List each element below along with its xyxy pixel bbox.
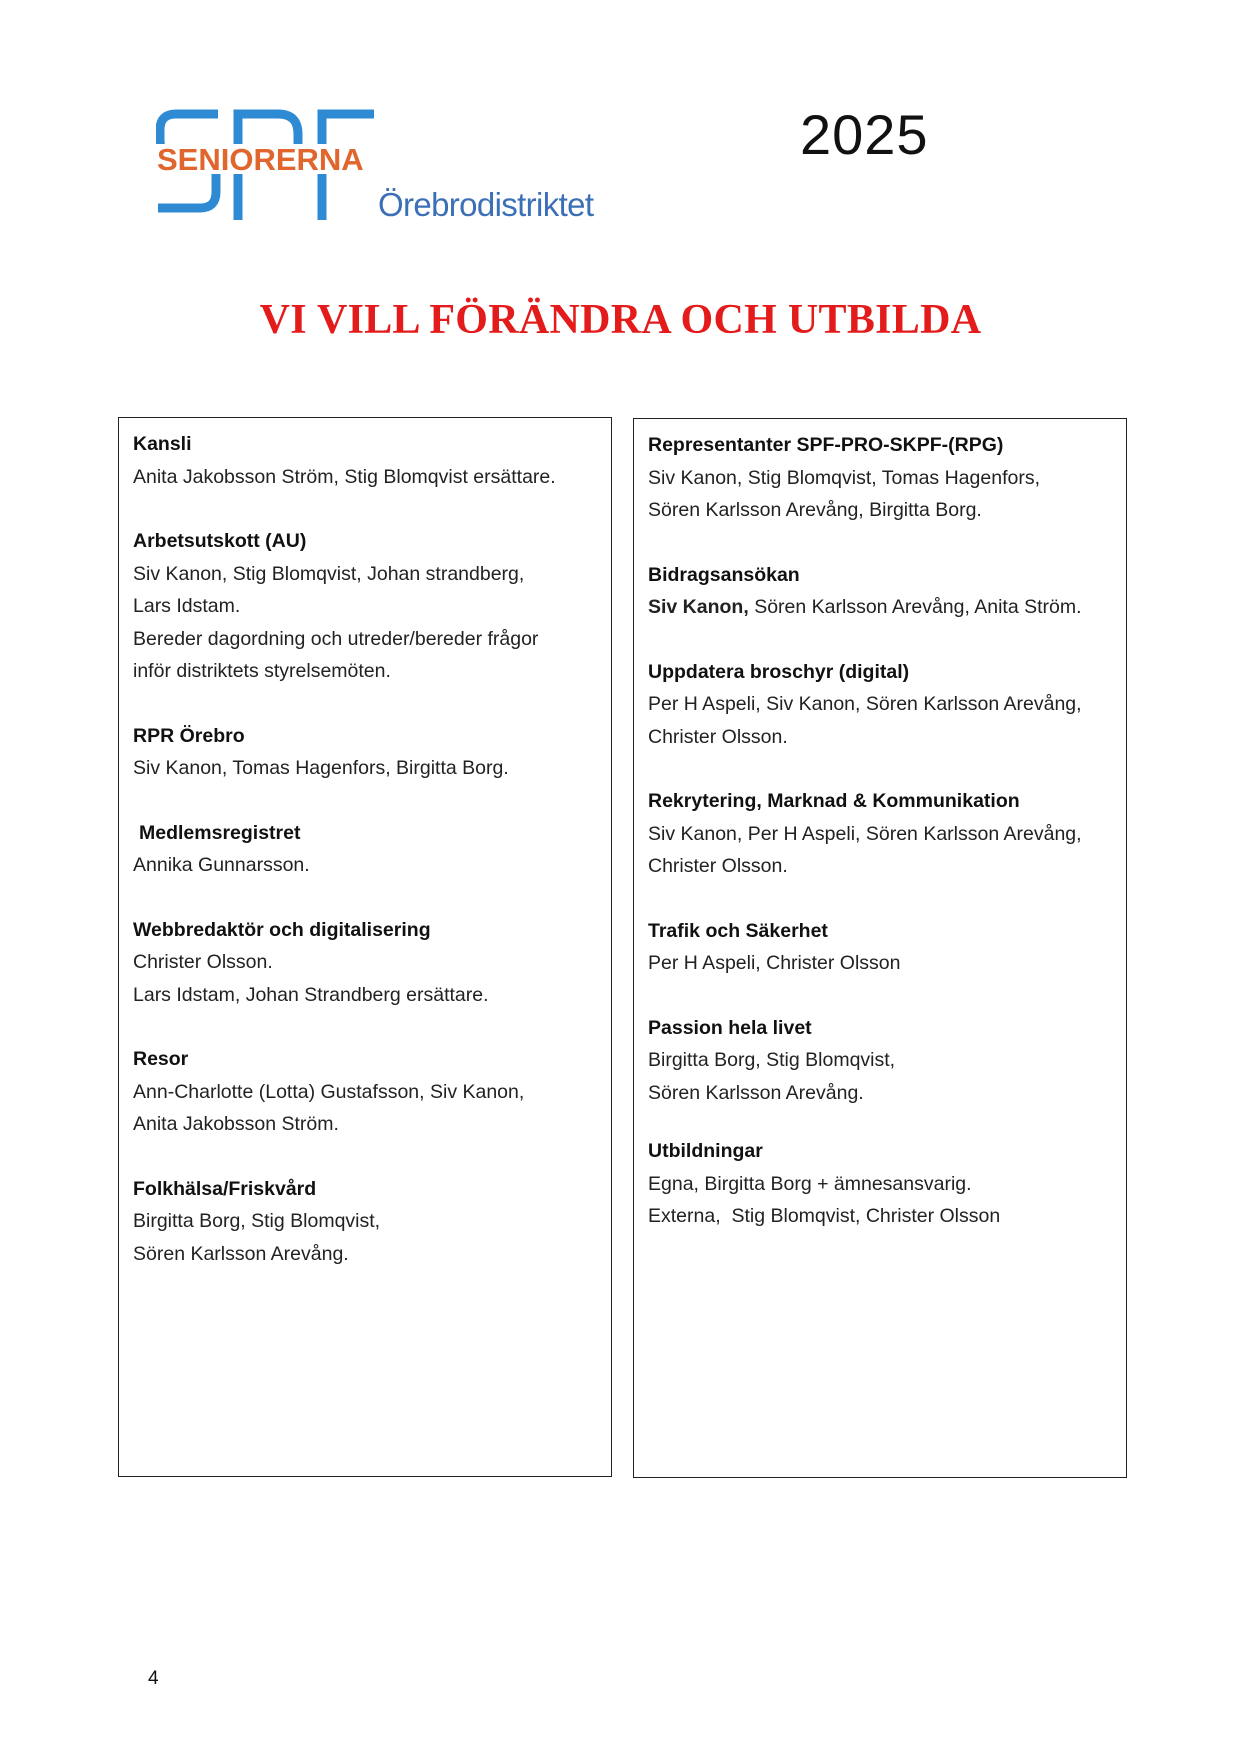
section-heading: Webbredaktör och digitalisering xyxy=(133,918,431,941)
section-heading: Kansli xyxy=(133,433,192,455)
section-medlemsregistret xyxy=(133,817,597,882)
section-line: Christer Olsson. xyxy=(133,951,273,973)
left-column-box xyxy=(118,417,612,1477)
section-heading: Rekrytering, Marknad & Kommunikation xyxy=(648,790,1020,812)
section-line: Sören Karlsson Arevång. xyxy=(133,1242,349,1265)
right-column-box xyxy=(633,418,1127,1478)
section-heading: Trafik och Säkerhet xyxy=(648,919,828,942)
section-representanter xyxy=(648,429,1112,527)
year: 2025 xyxy=(800,103,929,166)
section-line: Per H Aspeli, Christer Olsson xyxy=(648,952,901,974)
section-line: Lars Idstam. xyxy=(133,595,241,617)
spf-logo-graphic xyxy=(156,106,606,228)
section-line: Egna, Birgitta Borg + ämnesansvarig. xyxy=(648,1172,972,1195)
spf-logo xyxy=(156,106,606,228)
section-line: Siv Kanon, Stig Blomqvist, Tomas Hagenfors, xyxy=(648,466,1040,489)
section-arbetsutskott xyxy=(133,525,597,688)
section-line: Siv Kanon, Stig Blomqvist, Johan strandberg, xyxy=(133,562,525,585)
section-heading: Folkhälsa/Friskvård xyxy=(133,1177,317,1200)
section-line xyxy=(648,591,1112,624)
section-heading: Resor xyxy=(133,1048,189,1070)
section-line: Siv Kanon, Per H Aspeli, Sören Karlsson Arevång, xyxy=(648,822,1082,845)
section-bidragsansokan xyxy=(648,559,1112,624)
section-line: Lars Idstam, Johan Strandberg ersättare. xyxy=(133,983,489,1006)
logo-line1: SENIORERNA xyxy=(157,142,364,177)
section-rekrytering xyxy=(648,785,1112,883)
section-line: Sören Karlsson Arevång, Birgitta Borg. xyxy=(648,499,982,521)
section-folkhalsa xyxy=(133,1173,597,1271)
page-title: VI VILL FÖRÄNDRA OCH UTBILDA xyxy=(259,297,982,343)
section-line: Anita Jakobsson Ström, Stig Blomqvist ersättare. xyxy=(133,465,556,488)
section-utbildningar xyxy=(648,1135,1112,1233)
page-number: 4 xyxy=(148,1668,159,1689)
section-line: inför distriktets styrelsemöten. xyxy=(133,660,391,682)
section-rpr-orebro xyxy=(133,720,597,785)
section-line: Sören Karlsson Arevång. xyxy=(648,1081,864,1104)
section-line: Christer Olsson. xyxy=(648,855,788,877)
section-heading: Representanter SPF-PRO-SKPF-(RPG) xyxy=(648,434,1004,456)
section-line: Birgitta Borg, Stig Blomqvist, xyxy=(648,1049,896,1071)
section-heading: Passion hela livet xyxy=(648,1016,812,1039)
section-heading: Utbildningar xyxy=(648,1140,763,1162)
section-line: Externa, Stig Blomqvist, Christer Olsson xyxy=(648,1205,1001,1227)
section-heading: Arbetsutskott (AU) xyxy=(133,530,307,552)
section-resor xyxy=(133,1043,597,1141)
section-line-rest: Sören Karlsson Arevång, Anita Ström. xyxy=(748,596,1082,618)
section-heading: Uppdatera broschyr (digital) xyxy=(648,660,910,683)
section-heading: RPR Örebro xyxy=(133,724,245,747)
section-trafik xyxy=(648,915,1112,980)
section-line-bold: Siv Kanon, xyxy=(648,596,749,618)
section-heading: Bidragsansökan xyxy=(648,563,800,586)
section-line: Anita Jakobsson Ström. xyxy=(133,1113,339,1135)
section-line: Per H Aspeli, Siv Kanon, Sören Karlsson Arevång, xyxy=(648,693,1082,715)
section-line: Ann-Charlotte (Lotta) Gustafsson, Siv Kanon, xyxy=(133,1080,525,1103)
section-kansli xyxy=(133,428,597,493)
logo-line2: Örebrodistriktet xyxy=(378,186,594,223)
section-line: Bereder dagordning och utreder/bereder frågor xyxy=(133,627,539,650)
section-broschyr xyxy=(648,656,1112,754)
section-line: Siv Kanon, Tomas Hagenfors, Birgitta Borg. xyxy=(133,757,509,779)
section-passion xyxy=(648,1012,1112,1110)
section-line: Birgitta Borg, Stig Blomqvist, xyxy=(133,1210,381,1232)
section-line: Christer Olsson. xyxy=(648,725,788,748)
section-line: Annika Gunnarsson. xyxy=(133,854,310,876)
section-webbredaktor xyxy=(133,914,597,1012)
section-heading: Medlemsregistret xyxy=(139,821,301,844)
